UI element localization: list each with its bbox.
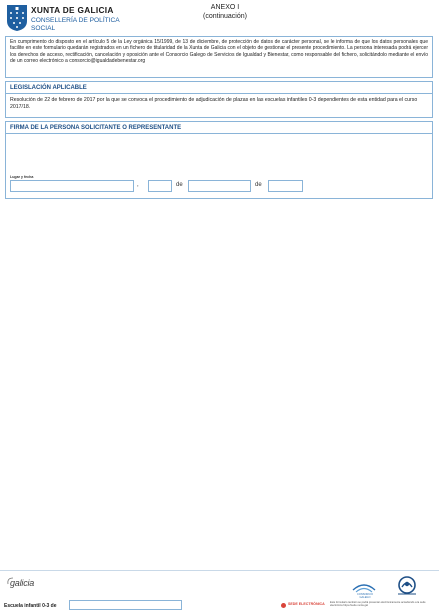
footer-divider xyxy=(0,570,439,571)
school-field[interactable] xyxy=(69,600,182,610)
org-subtitle xyxy=(31,17,120,32)
month-field[interactable] xyxy=(188,180,251,192)
legislation-heading: LEGISLACIÓN APLICABLE xyxy=(10,85,87,91)
consorcio-label: CONSORCIO GALEGO xyxy=(357,593,373,599)
org-title: XUNTA DE GALICIA xyxy=(31,5,114,15)
de-separator-2: de xyxy=(255,182,262,188)
org-subtitle-line-1: CONSELLERÍA DE POLÍTICA xyxy=(31,17,120,24)
annex-subtitle: (continuación) xyxy=(203,13,247,20)
annex-title: ANEXO I xyxy=(210,4,240,11)
agency-emblem-icon xyxy=(394,574,420,598)
day-field[interactable] xyxy=(148,180,172,192)
sede-label: SEDE ELECTRÓNICA xyxy=(288,602,325,606)
comma-separator: , xyxy=(137,182,139,188)
school-label: Escuela infantil 0-3 de xyxy=(4,603,57,609)
place-date-label: Lugar y fecha xyxy=(10,175,34,179)
place-field[interactable] xyxy=(10,180,134,192)
de-separator-1: de xyxy=(176,182,183,188)
signature-heading: FIRMA DE LA PERSONA SOLICITANTE O REPRESENTANTE xyxy=(10,125,182,131)
sede-text: Este formulario también se podrá presentar electrónicamente accediendo a la sede electrónica https://sede.xunta.gal xyxy=(330,601,426,608)
legislation-text: Resolución de 22 de febrero de 2017 por la que se convoca el procedimiento de adjudicación de plazas en las escuelas infantiles 0-3 dependientes de esta entidad para el curso 2017/18. xyxy=(10,97,418,110)
annex-heading xyxy=(190,3,260,21)
signature-divider xyxy=(5,133,433,134)
legislation-divider xyxy=(5,93,433,94)
org-subtitle-line-2: SOCIAL xyxy=(31,24,56,32)
privacy-notice-text: En cumprimento do disposto en el artículo 5 de la Ley orgánica 15/1999, de 13 de diciembre, de protección de datos de carácter personal, se le informa de que los datos personales que facilite en este formulario quedarán registrados en un fichero de titularidad de la Xunta de Galicia con el objeto de gestionar el presente procedimiento. La persona interesada podrá ejercer los derechos de acceso, rectificación, cancelación y oposición ante el Consorcio Galego de Servicios de Igualdad y Bienestar, como responsable del fichero, solicitándolo mediante el envío de un correo electrónico a consorcio@igualdadebenestar.org xyxy=(10,39,428,65)
galicia-logo: galicia xyxy=(10,578,35,588)
sede-icon xyxy=(281,603,286,608)
coat-of-arms-icon xyxy=(6,4,28,32)
year-field[interactable] xyxy=(268,180,303,192)
